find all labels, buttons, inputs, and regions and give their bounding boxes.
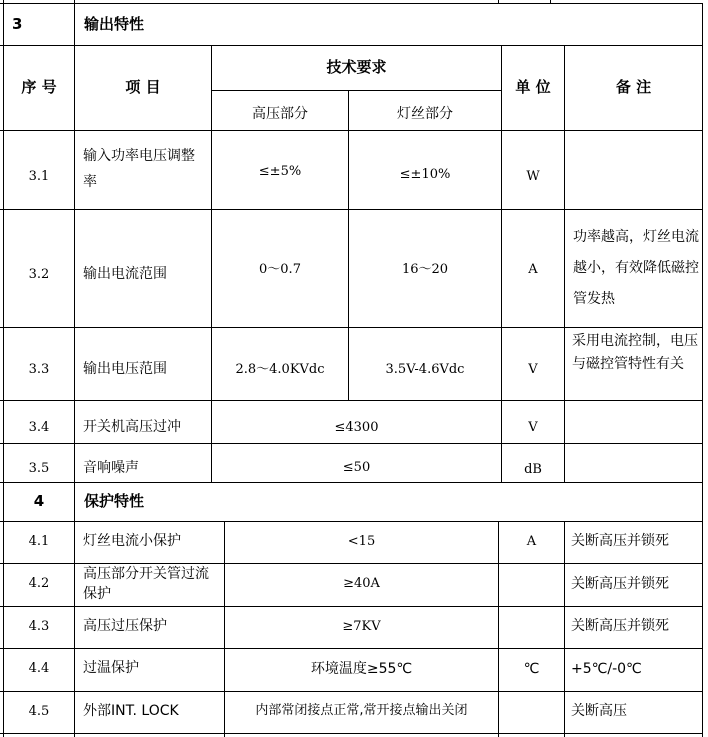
rule bbox=[74, 0, 75, 737]
section-title: 保护特性 bbox=[84, 492, 145, 510]
header-tech: 技术要求 bbox=[326, 58, 387, 76]
rule bbox=[0, 400, 703, 401]
row-item: 输出电流范围 bbox=[83, 266, 167, 282]
header-note: 备 注 bbox=[615, 78, 652, 96]
rule bbox=[348, 90, 349, 400]
row-number: 3.1 bbox=[28, 169, 50, 184]
row-number: 4.5 bbox=[28, 704, 50, 719]
rule bbox=[0, 691, 703, 692]
row-note: +5℃/-0℃ bbox=[571, 661, 642, 677]
row-note: 功率越高，灯丝电流越小，有效降低磁控管发热 bbox=[573, 229, 699, 307]
row-item: 输出电压范围 bbox=[83, 361, 167, 377]
section-title: 输出特性 bbox=[84, 15, 145, 33]
rule bbox=[702, 3, 703, 737]
rule bbox=[498, 0, 499, 3]
row-hv: ≤±5% bbox=[258, 164, 302, 179]
rule bbox=[211, 45, 212, 400]
row-fil: 16～20 bbox=[401, 262, 449, 277]
rule bbox=[0, 733, 703, 734]
row-number: 4.3 bbox=[28, 619, 50, 634]
row-number: 3.4 bbox=[28, 420, 50, 435]
row-note: 关断高压 bbox=[571, 703, 627, 719]
rule bbox=[0, 521, 703, 522]
row-value: ≤50 bbox=[342, 460, 371, 475]
row-value: ≤4300 bbox=[334, 420, 379, 435]
section-number: 4 bbox=[33, 492, 45, 510]
rule bbox=[550, 0, 551, 3]
header-seq: 序 号 bbox=[21, 78, 57, 96]
header-fil: 灯丝部分 bbox=[397, 106, 453, 122]
row-value: <15 bbox=[347, 534, 376, 549]
row-item: 过温保护 bbox=[83, 660, 139, 676]
row-unit: V bbox=[528, 420, 538, 435]
row-item: 外部INT. LOCK bbox=[83, 703, 179, 719]
row-unit: W bbox=[526, 169, 540, 184]
row-item: 输入功率电压调整率 bbox=[83, 148, 195, 190]
header-item: 项 目 bbox=[125, 78, 161, 96]
row-note: 关断高压并锁死 bbox=[571, 533, 669, 549]
rule bbox=[0, 327, 703, 328]
rule bbox=[564, 45, 565, 482]
rule bbox=[0, 443, 703, 444]
rule bbox=[0, 482, 703, 483]
rule bbox=[498, 521, 499, 737]
row-value: 环境温度≥55℃ bbox=[310, 661, 413, 677]
row-item: 开关机高压过冲 bbox=[83, 419, 181, 435]
row-unit: A bbox=[526, 534, 537, 549]
row-note: 关断高压并锁死 bbox=[571, 576, 669, 592]
rule bbox=[0, 3, 703, 4]
row-number: 4.2 bbox=[28, 576, 50, 591]
row-number: 3.2 bbox=[28, 267, 50, 282]
header-hv: 高压部分 bbox=[252, 106, 308, 122]
row-item: 音响噪声 bbox=[83, 460, 139, 476]
header-unit: 单 位 bbox=[515, 78, 551, 96]
rule bbox=[0, 130, 703, 131]
row-note: 采用电流控制，电压与磁控管特性有关 bbox=[572, 333, 698, 372]
row-unit: V bbox=[528, 362, 538, 377]
row-value: 内部常闭接点正常,常开接点输出关闭 bbox=[255, 703, 468, 718]
rule bbox=[0, 45, 703, 46]
row-item: 高压部分开关管过流保护 bbox=[83, 566, 209, 602]
rule bbox=[0, 648, 703, 649]
row-item: 高压过压保护 bbox=[83, 618, 167, 634]
row-number: 4.1 bbox=[28, 534, 50, 549]
row-value: ≥7KV bbox=[342, 619, 381, 634]
row-note: 关断高压并锁死 bbox=[571, 618, 669, 634]
row-unit: dB bbox=[524, 462, 542, 477]
rule bbox=[564, 521, 565, 737]
row-unit: A bbox=[528, 262, 538, 277]
rule bbox=[0, 209, 703, 210]
rule bbox=[0, 606, 703, 607]
section-number: 3 bbox=[12, 15, 23, 33]
row-hv: 2.8～4.0KVdc bbox=[235, 362, 325, 377]
rule bbox=[211, 90, 501, 91]
row-number: 4.4 bbox=[28, 661, 50, 676]
row-fil: ≤±10% bbox=[399, 167, 451, 182]
row-number: 3.5 bbox=[28, 461, 50, 476]
row-unit: ℃ bbox=[523, 661, 540, 677]
row-number: 3.3 bbox=[28, 362, 50, 377]
row-hv: 0～0.7 bbox=[259, 262, 301, 277]
row-item: 灯丝电流小保护 bbox=[83, 533, 181, 549]
row-value: ≥40A bbox=[343, 576, 380, 591]
row-fil: 3.5V-4.6Vdc bbox=[385, 362, 465, 377]
